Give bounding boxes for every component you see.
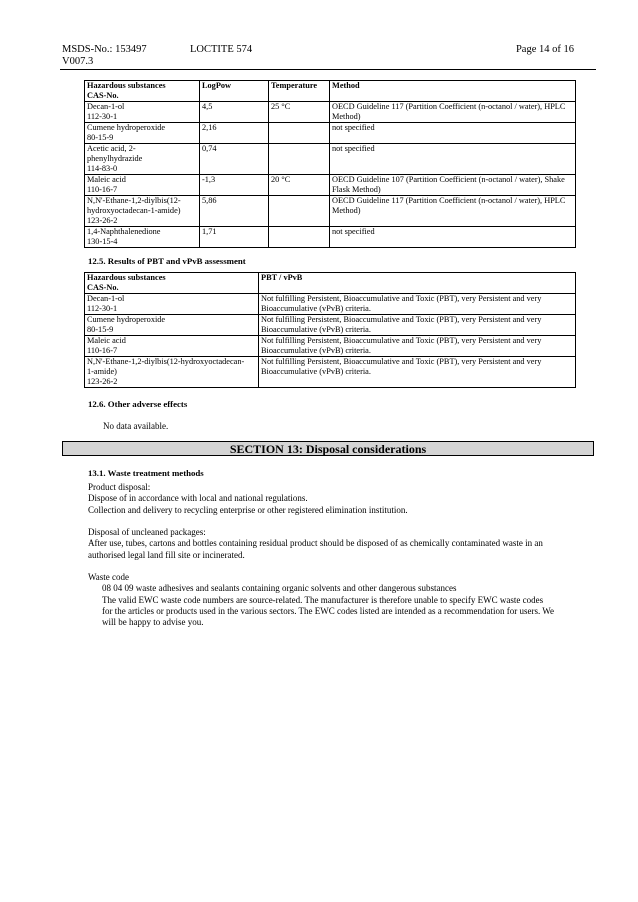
table-cell: Not fulfilling Persistent, Bioaccumulative and Toxic (PBT), very Persistent and very Bioaccumulative (vPvB) criteria. [259, 357, 576, 388]
waste-code-line: The valid EWC waste code numbers are source-related. The manufacturer is therefore unable to specify EWC waste codes [102, 594, 544, 605]
product-disposal-line: Collection and delivery to recycling enterprise or other registered elimination institution. [88, 504, 408, 515]
pbt-heading: 12.5. Results of PBT and vPvB assessment [88, 256, 246, 266]
table-cell: Maleic acid 110-16-7 [85, 175, 200, 196]
header-cell: Method [330, 81, 576, 102]
waste-code-label: Waste code [88, 572, 130, 582]
table-cell: 2,16 [200, 123, 269, 144]
version: V007.3 [62, 56, 94, 67]
table-cell: not specified [330, 123, 576, 144]
section-13-title: SECTION 13: Disposal considerations [62, 441, 594, 456]
table-row [85, 357, 576, 388]
table-cell: Maleic acid 110-16-7 [85, 336, 259, 357]
table-cell: OECD Guideline 107 (Partition Coefficient (n-octanol / water), Shake Flask Method) [330, 175, 576, 196]
table-row [85, 144, 576, 175]
table-cell: Not fulfilling Persistent, Bioaccumulative and Toxic (PBT), very Persistent and very Bioaccumulative (vPvB) criteria. [259, 294, 576, 315]
other-effects-text: No data available. [103, 421, 169, 431]
msds-number: MSDS-No.: 153497 [62, 44, 147, 55]
table-row [85, 102, 576, 123]
product-disposal-line: Product disposal: [88, 482, 151, 492]
waste-code-line: 08 04 09 waste adhesives and sealants containing organic solvents and other dangerous substances [102, 583, 457, 594]
table-cell [269, 123, 330, 144]
product-name: LOCTITE 574 [190, 44, 253, 55]
header-cell: Hazardous substances CAS-No. [85, 273, 259, 294]
other-effects-heading: 12.6. Other adverse effects [88, 399, 188, 409]
table-row [85, 294, 576, 315]
table-cell [269, 144, 330, 175]
table-header-row [85, 273, 576, 294]
waste-code-line: will be happy to advise you. [102, 617, 204, 628]
table-cell: N,N'-Ethane-1,2-diylbis(12- hydroxyoctadecan-1-amide) 123-26-2 [85, 196, 200, 227]
table-cell: Decan-1-ol 112-30-1 [85, 102, 200, 123]
header-cell: LogPow [200, 81, 269, 102]
table-cell: 20 °C [269, 175, 330, 196]
table-cell: 0,74 [200, 144, 269, 175]
table-row [85, 315, 576, 336]
table-cell: 1,4-Naphthalenedione 130-15-4 [85, 227, 200, 248]
table-row [85, 196, 576, 227]
table-cell: 1,71 [200, 227, 269, 248]
table-cell: Cumene hydroperoxide 80-15-9 [85, 315, 259, 336]
waste-treatment-heading: 13.1. Waste treatment methods [88, 468, 204, 478]
table-cell: OECD Guideline 117 (Partition Coefficient (n-octanol / water), HPLC Method) [330, 196, 576, 227]
table-cell: Not fulfilling Persistent, Bioaccumulative and Toxic (PBT), very Persistent and very Bioaccumulative (vPvB) criteria. [259, 315, 576, 336]
table-cell: 4,5 [200, 102, 269, 123]
table-cell: Not fulfilling Persistent, Bioaccumulative and Toxic (PBT), very Persistent and very Bioaccumulative (vPvB) criteria. [259, 336, 576, 357]
header-divider [60, 69, 596, 70]
header-cell: PBT / vPvB [259, 273, 576, 294]
logpow-table [84, 80, 576, 248]
packages-line: authorised legal land fill site or incinerated. [88, 549, 245, 560]
table-cell: Decan-1-ol 112-30-1 [85, 294, 259, 315]
product-disposal-block [88, 482, 588, 516]
table-cell: Cumene hydroperoxide 80-15-9 [85, 123, 200, 144]
table-row [85, 336, 576, 357]
waste-code-block [88, 572, 588, 628]
table-cell: not specified [330, 227, 576, 248]
header-cell: Temperature [269, 81, 330, 102]
pbt-table [84, 272, 576, 388]
waste-code-line: for the articles or products used in the various sectors. The EWC codes listed are intended as a recommendation for users. We [102, 605, 555, 616]
table-cell: -1,3 [200, 175, 269, 196]
table-cell [269, 227, 330, 248]
packages-line: Disposal of uncleaned packages: [88, 527, 206, 537]
table-row [85, 227, 576, 248]
table-header-row [85, 81, 576, 102]
product-disposal-line: Dispose of in accordance with local and national regulations. [88, 493, 308, 504]
table-row [85, 175, 576, 196]
table-cell: 25 °C [269, 102, 330, 123]
uncleaned-packages-block [88, 527, 588, 561]
table-cell: Acetic acid, 2- phenylhydrazide 114-83-0 [85, 144, 200, 175]
page-number: Page 14 of 16 [515, 44, 574, 55]
header-cell: Hazardous substances CAS-No. [85, 81, 200, 102]
table-row [85, 123, 576, 144]
table-cell: 5,86 [200, 196, 269, 227]
table-cell: OECD Guideline 117 (Partition Coefficient (n-octanol / water), HPLC Method) [330, 102, 576, 123]
table-cell: N,N'-Ethane-1,2-diylbis(12-hydroxyoctadecan- 1-amide) 123-26-2 [85, 357, 259, 388]
packages-line: After use, tubes, cartons and bottles containing residual product should be disposed of as chemically contaminated waste in an [88, 538, 543, 549]
table-cell: not specified [330, 144, 576, 175]
table-cell [269, 196, 330, 227]
